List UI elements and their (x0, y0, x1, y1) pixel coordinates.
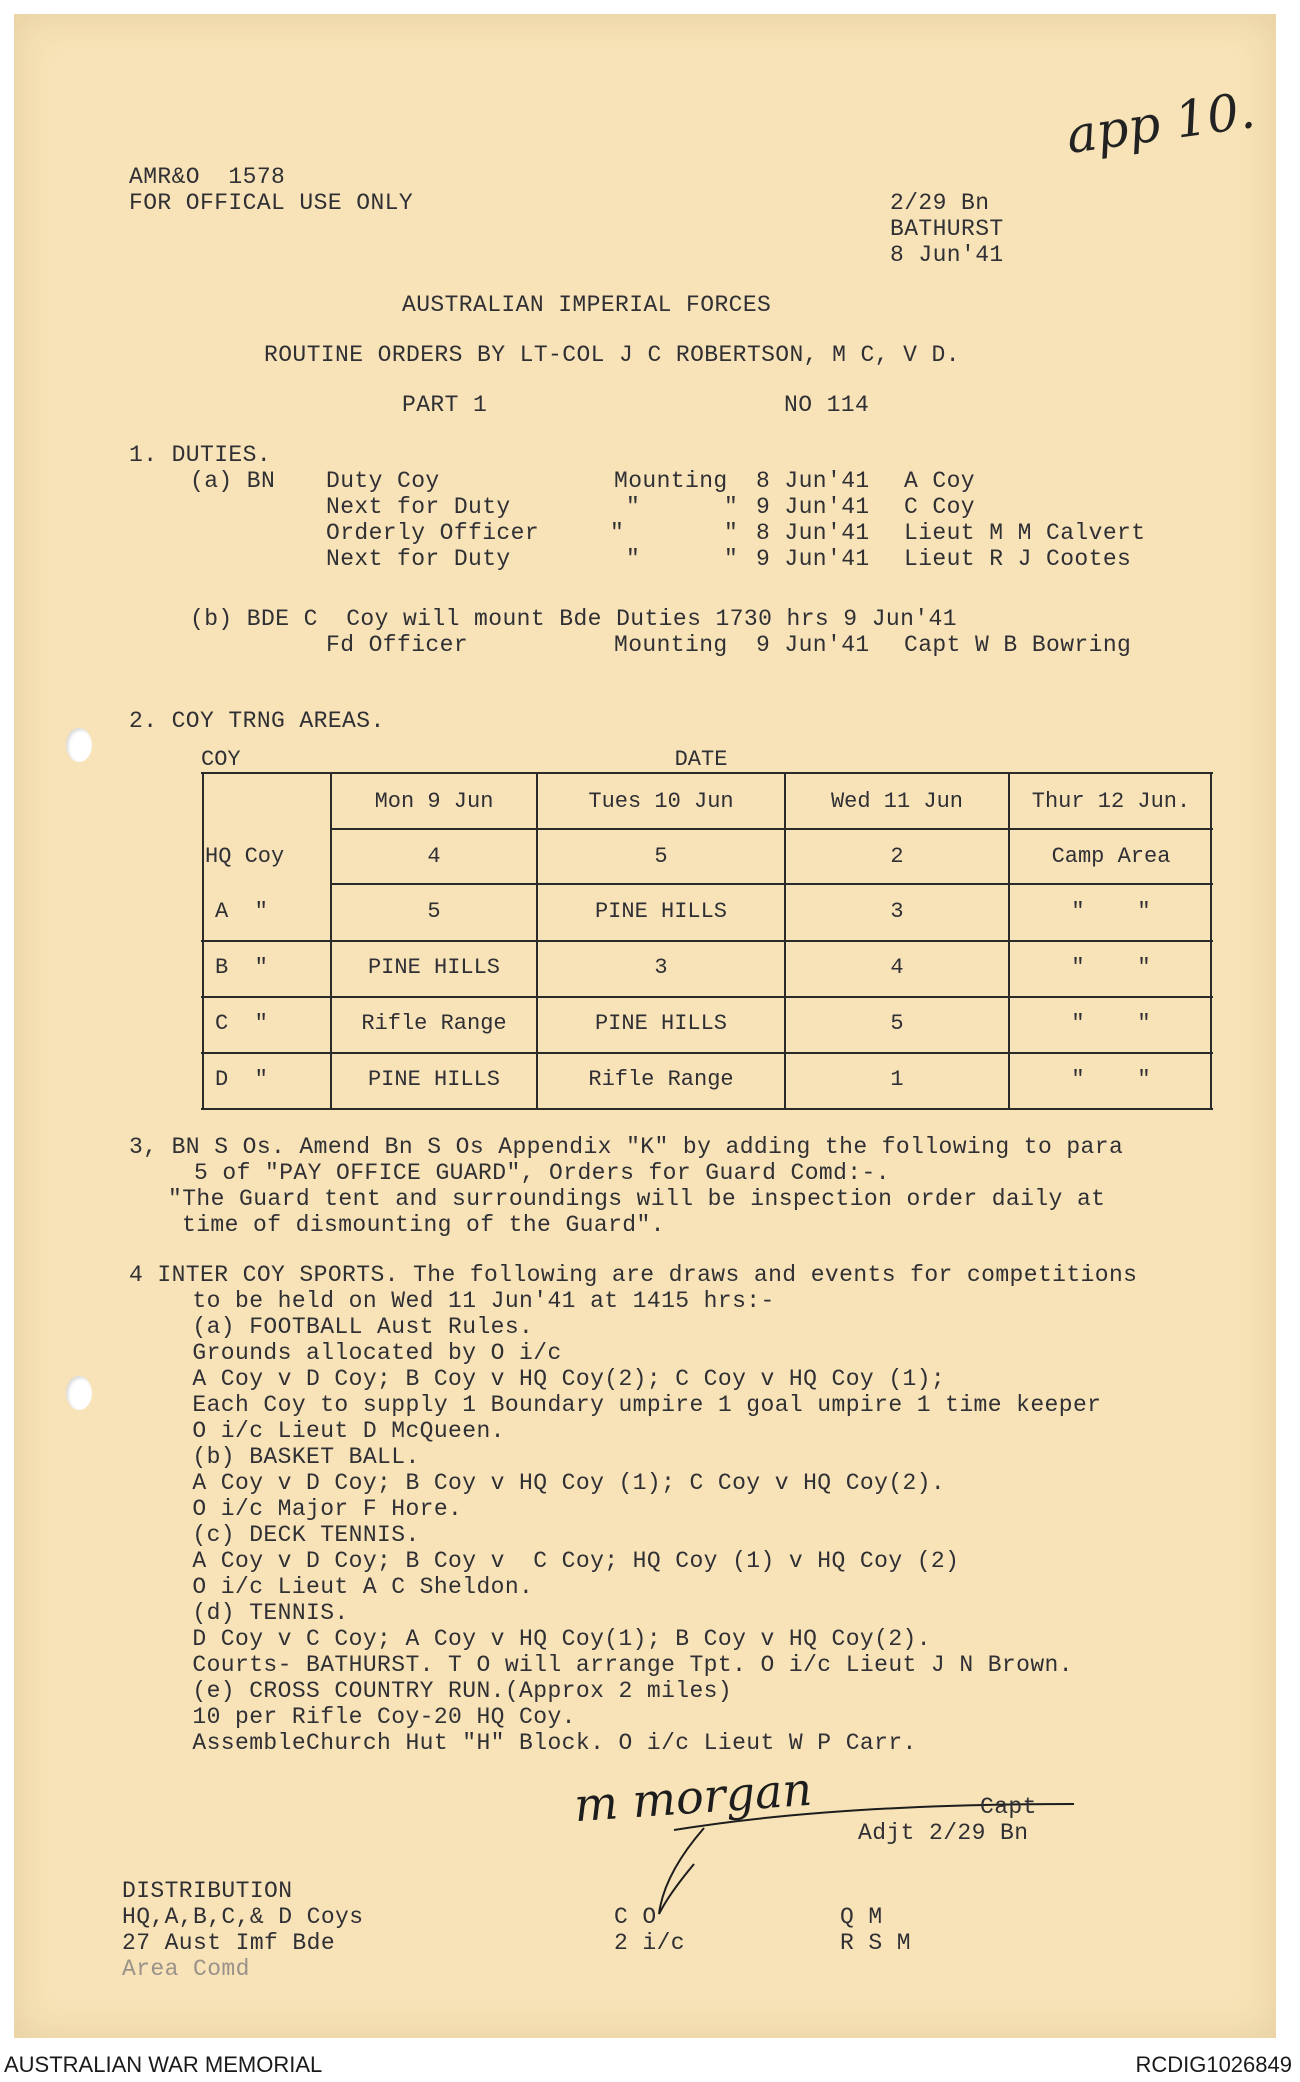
sports-line: (e) CROSS COUNTRY RUN.(Approx 2 miles) (164, 1678, 733, 1704)
issue-date: 8 Jun'41 (890, 242, 1004, 268)
sports-line: (d) TENNIS. (164, 1600, 349, 1626)
duty-assignee: A Coy (904, 468, 976, 494)
table-cell: PINE HILLS (367, 1067, 501, 1092)
ditto-mark: " (724, 494, 739, 520)
sports-line: (b) BASKET BALL. (164, 1444, 420, 1470)
table-cell: " " (1071, 1011, 1151, 1036)
duty-mark: Mounting (614, 468, 728, 494)
row-label: A " (215, 899, 268, 924)
row-label: C " (215, 1011, 268, 1036)
table-cell: " " (1071, 899, 1151, 924)
sports-line: Each Coy to supply 1 Boundary umpire 1 goal umpire 1 time keeper (164, 1392, 1102, 1418)
sports-line: Grounds allocated by O i/c (164, 1340, 562, 1366)
ditto-mark: " (626, 546, 641, 572)
column-header: Tues 10 Jun (588, 789, 734, 814)
distribution-entry: R S M (840, 1930, 912, 1956)
sports-line: 10 per Rifle Coy-20 HQ Coy. (164, 1704, 576, 1730)
duty-assignee: Lieut M M Calvert (904, 520, 1146, 546)
force-title: AUSTRALIAN IMPERIAL FORCES (402, 292, 772, 318)
sports-line: O i/c Lieut D McQueen. (164, 1418, 505, 1444)
table-cell: 5 (427, 899, 441, 924)
duty-assignee: Lieut R J Cootes (904, 546, 1132, 572)
sports-line: A Coy v D Coy; B Coy v C Coy; HQ Coy (1) v HQ Coy (2) (164, 1548, 960, 1574)
sports-line: O i/c Lieut A C Sheldon. (164, 1574, 534, 1600)
distribution-entry: 27 Aust Imf Bde (122, 1930, 336, 1956)
duty-assignee: C Coy (904, 494, 976, 520)
standing-orders-line: 5 of "PAY OFFICE GUARD", Orders for Guard Comd:-. (194, 1160, 890, 1186)
table-cell: 2 (890, 844, 904, 869)
training-table (201, 747, 1221, 1114)
table-cell: Rifle Range (361, 1011, 507, 1036)
bn-label: (a) BN (190, 468, 276, 494)
date-column-label: DATE (674, 747, 728, 772)
sports-line: O i/c Major F Hore. (164, 1496, 463, 1522)
table-cell: 3 (890, 899, 904, 924)
punch-hole (66, 1376, 92, 1410)
table-cell: 3 (654, 955, 668, 980)
duty-role: Next for Duty (326, 546, 511, 572)
place: BATHURST (890, 216, 1004, 242)
coy-column-label: COY (201, 747, 241, 772)
ditto-mark: " (626, 494, 641, 520)
punch-hole (66, 728, 92, 762)
table-cell: Rifle Range (588, 1067, 734, 1092)
column-header: Mon 9 Jun (374, 789, 494, 814)
table-cell: 1 (890, 1067, 904, 1092)
row-label: HQ Coy (205, 844, 285, 869)
ditto-mark: " (610, 520, 625, 546)
training-heading: 2. COY TRNG AREAS. (129, 708, 385, 734)
duty-role: Duty Coy (326, 468, 440, 494)
signature: m morgan (572, 1761, 814, 1833)
sports-line: to be held on Wed 11 Jun'41 at 1415 hrs:- (164, 1288, 775, 1314)
ditto-mark: " (724, 520, 739, 546)
duty-role: Next for Duty (326, 494, 511, 520)
ditto-mark: " (724, 546, 739, 572)
table-cell: PINE HILLS (594, 899, 728, 924)
sports-line: (c) DECK TENNIS. (164, 1522, 420, 1548)
duty-role: Orderly Officer (326, 520, 540, 546)
table-grid-lines (201, 769, 1221, 1114)
table-cell: PINE HILLS (367, 955, 501, 980)
bde-duties-line: (b) BDE C Coy will mount Bde Duties 1730 hrs 9 Jun'41 (190, 606, 957, 632)
distribution-entry: HQ,A,B,C,& D Coys (122, 1904, 364, 1930)
standing-orders-line: 3, BN S Os. Amend Bn S Os Appendix "K" by adding the following to para (129, 1134, 1124, 1160)
archive-id: RCDIG1026849 (1135, 2052, 1292, 2077)
table-cell: " " (1071, 955, 1151, 980)
duty-date: 8 Jun'41 (756, 520, 870, 546)
duty-assignee: Capt W B Bowring (904, 632, 1132, 658)
table-cell: 5 (890, 1011, 904, 1036)
duties-heading: 1. DUTIES. (129, 442, 272, 468)
part-label: PART 1 (402, 392, 488, 418)
sports-line: Courts- BATHURST. T O will arrange Tpt. O i/c Lieut J N Brown. (164, 1652, 1073, 1678)
duty-mark: Mounting (614, 632, 728, 658)
order-number: NO 114 (784, 392, 870, 418)
table-cell: Camp Area (1051, 844, 1171, 869)
handwritten-annotation: app 10. (1062, 81, 1259, 165)
classification: FOR OFFICAL USE ONLY (129, 190, 414, 216)
signatory-rank: Capt (980, 1794, 1037, 1820)
column-header: Thur 12 Jun. (1031, 789, 1191, 814)
sports-line: (a) FOOTBALL Aust Rules. (164, 1314, 534, 1340)
standing-orders-line: time of dismounting of the Guard". (182, 1212, 665, 1238)
archive-credit: AUSTRALIAN WAR MEMORIAL (4, 2052, 323, 2077)
reference-number: AMR&O 1578 (129, 164, 286, 190)
sports-line: D Coy v C Coy; A Coy v HQ Coy(1); B Coy v HQ Coy(2). (164, 1626, 931, 1652)
sports-line: A Coy v D Coy; B Coy v HQ Coy(2); C Coy v HQ Coy (1); (164, 1366, 946, 1392)
row-label: B " (215, 955, 268, 980)
duty-date: 9 Jun'41 (756, 632, 870, 658)
distribution-entry: 2 i/c (614, 1930, 686, 1956)
duty-date: 8 Jun'41 (756, 468, 870, 494)
duty-role: Fd Officer (326, 632, 469, 658)
distribution-entry: Q M (840, 1904, 883, 1930)
sports-line: 4 INTER COY SPORTS. The following are draws and events for competitions (129, 1262, 1138, 1288)
document-page (14, 14, 1276, 2038)
table-cell: PINE HILLS (594, 1011, 728, 1036)
standing-orders-line: "The Guard tent and surroundings will be inspection order daily at (168, 1186, 1106, 1212)
distribution-entry: Area Comd (122, 1956, 250, 1982)
column-header: Wed 11 Jun (830, 789, 964, 814)
table-cell: " " (1071, 1067, 1151, 1092)
duty-date: 9 Jun'41 (756, 546, 870, 572)
unit: 2/29 Bn (890, 190, 990, 216)
distribution-heading: DISTRIBUTION (122, 1878, 293, 1904)
row-label: D " (215, 1067, 268, 1092)
table-cell: 5 (654, 844, 668, 869)
sports-line: A Coy v D Coy; B Coy v HQ Coy (1); C Coy v HQ Coy(2). (164, 1470, 946, 1496)
sports-line: AssembleChurch Hut "H" Block. O i/c Lieut W P Carr. (164, 1730, 917, 1756)
duty-date: 9 Jun'41 (756, 494, 870, 520)
table-cell: 4 (890, 955, 904, 980)
orders-title: ROUTINE ORDERS BY LT-COL J C ROBERTSON, M C, V D. (264, 342, 960, 368)
distribution-entry: C O (614, 1904, 657, 1930)
signatory-appointment: Adjt 2/29 Bn (858, 1820, 1029, 1846)
table-cell: 4 (427, 844, 441, 869)
